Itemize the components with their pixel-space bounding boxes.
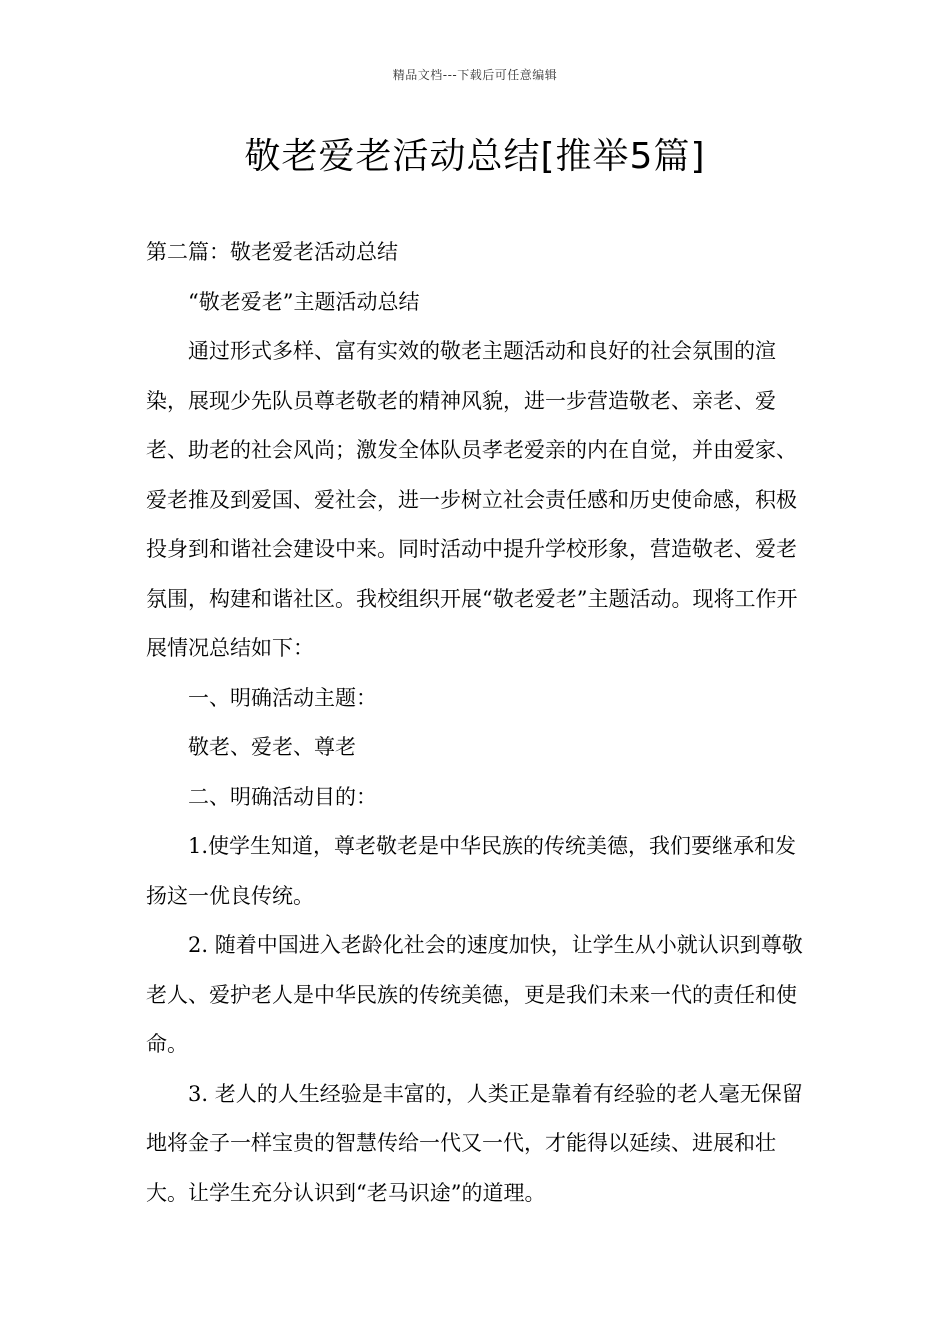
heading-activity-purpose: 二、明确活动目的： [188, 784, 377, 809]
purpose-item-2: 2. 随着中国进入老龄化社会的速度加快，让学生从小就认识到尊敬老人、爱护老人是中华民族的传统美德，更是我们未来一代的责任和使命。 [146, 933, 803, 1056]
header-note: 精品文档---下载后可任意编辑 [392, 68, 558, 82]
document-body [146, 228, 810, 1218]
subtitle-paragraph: “敬老爱老”主题活动总结 [188, 289, 420, 314]
document-title: 敬老爱老活动总结[推举5篇] [244, 136, 706, 177]
heading-activity-theme: 一、明确活动主题： [188, 685, 377, 710]
intro-paragraph: 通过形式多样、富有实效的敬老主题活动和良好的社会氛围的渲染，展现少先队员尊老敬老的精神风貌，进一步营造敬老、亲老、爱老、助老的社会风尚；激发全体队员孝老爱亲的内在自觉，并由爱家、爱老推及到爱国、爱社会，进一步树立社会责任感和历史使命感，积极投身到和谐社会建设中来。同时活动中提升学校形象，营造敬老、爱老氛围，构建和谐社区。我校组织开展“敬老爱老”主题活动。现将工作开展情况总结如下： [146, 339, 798, 660]
purpose-item-1: 1.使学生知道，尊老敬老是中华民族的传统美德，我们要继承和发扬这一优良传统。 [146, 834, 797, 908]
activity-theme-paragraph: 敬老、爱老、尊老 [188, 735, 356, 759]
section-heading: 第二篇：敬老爱老活动总结 [146, 240, 398, 264]
purpose-item-3: 3. 老人的人生经验是丰富的，人类正是靠着有经验的老人毫无保留地将金子一样宝贵的智慧传给一代又一代，才能得以延续、进展和壮大。让学生充分认识到“老马识途”的道理。 [146, 1081, 803, 1205]
